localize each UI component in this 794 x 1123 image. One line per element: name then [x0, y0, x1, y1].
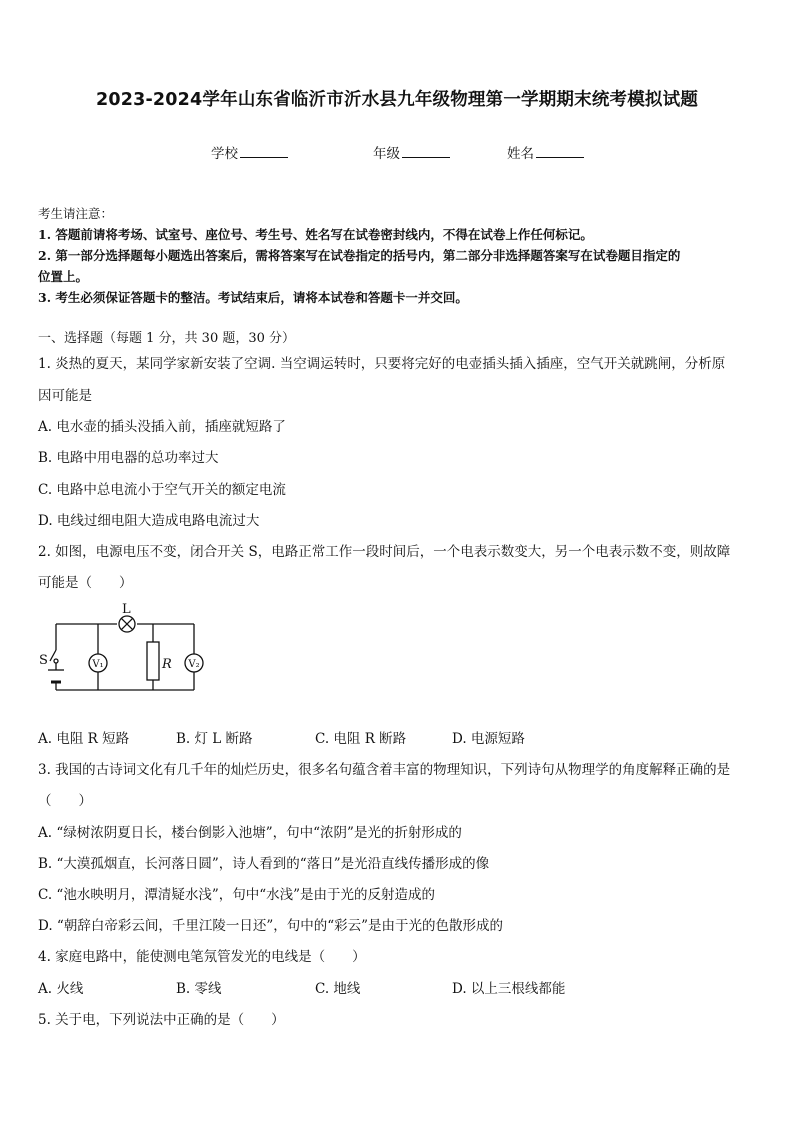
- school-blank[interactable]: [240, 143, 288, 158]
- exam-notes: [38, 203, 758, 308]
- q3-option-b: B. “大漠孤烟直，长河落日圆”，诗人看到的“落日”是光沿直线传播形成的像: [38, 856, 490, 872]
- name-field: [507, 142, 584, 162]
- exam-title: 2023-2024学年山东省临沂市沂水县九年级物理第一学期期末统考模拟试题: [95, 90, 699, 110]
- lamp-symbol: [119, 616, 135, 632]
- q1-option-b: B. 电路中用电器的总功率过大: [38, 450, 219, 466]
- section-heading: 一、选择题（每题 1 分，共 30 题，30 分）: [38, 331, 296, 346]
- notes-heading: 考生请注意：: [38, 206, 114, 221]
- switch-symbol: [50, 650, 58, 663]
- lamp-label: L: [122, 602, 131, 617]
- note-3: 3. 考生必须保证答题卡的整洁。考试结束后，请将本试卷和答题卡一并交回。: [38, 290, 468, 305]
- q5-stem: 5. 关于电，下列说法中正确的是（ ）: [38, 1012, 285, 1028]
- q4-option-d: D. 以上三根线都能: [452, 981, 566, 997]
- v2-label: V₂: [188, 659, 200, 670]
- q1-option-a: A. 电水壶的插头没插入前，插座就短路了: [38, 419, 286, 435]
- q2-option-a: A. 电阻 R 短路: [38, 731, 130, 747]
- q2-option-d: D. 电源短路: [452, 731, 525, 747]
- q3-stem-1: 3. 我国的古诗词文化有几千年的灿烂历史，很多名句蕴含着丰富的物理知识，下列诗句从物理学的角度解释正确的是: [38, 762, 731, 778]
- school-field: [211, 142, 288, 162]
- grade-blank[interactable]: [402, 143, 450, 158]
- resistor-symbol: [147, 642, 159, 680]
- grade-field: [373, 142, 450, 162]
- q3-option-a: A. “绿树浓阴夏日长，楼台倒影入池塘”，句中“浓阴”是光的折射形成的: [38, 825, 462, 841]
- note-2a: 2. 第一部分选择题每小题选出答案后，需将答案写在试卷指定的括号内，第二部分非选择题答案写在试卷题目指定的: [38, 248, 681, 263]
- q4-option-b: B. 零线: [176, 981, 222, 997]
- note-1: 1. 答题前请将考场、试室号、座位号、考生号、姓名写在试卷密封线内，不得在试卷上作任何标记。: [38, 227, 593, 242]
- note-2b: 位置上。: [38, 269, 89, 284]
- q3-option-d: D. “朝辞白帝彩云间，千里江陵一日还”，句中的“彩云”是由于光的色散形成的: [38, 918, 504, 934]
- resistor-label: R: [162, 657, 172, 672]
- q4-stem: 4. 家庭电路中，能使测电笔氖管发光的电线是（ ）: [38, 949, 366, 965]
- switch-label: S: [39, 653, 48, 668]
- q2-stem-1: 2. 如图，电源电压不变，闭合开关 S，电路正常工作一段时间后，一个电表示数变大，另一个电表示数不变，则故障: [38, 544, 731, 560]
- grade-label: 年级: [373, 146, 400, 162]
- school-label: 学校: [211, 146, 238, 162]
- v1-label: V₁: [92, 659, 104, 670]
- circuit-diagram: [36, 598, 216, 710]
- name-label: 姓名: [507, 146, 534, 162]
- q1-stem-1: 1. 炎热的夏天，某同学家新安装了空调. 当空调运转时，只要将完好的电壶插头插入插座，空气开关就跳闸，分析原: [38, 356, 726, 372]
- battery-symbol: [48, 670, 64, 682]
- q4-option-c: C. 地线: [315, 981, 361, 997]
- q2-stem-2: 可能是（ ）: [38, 575, 133, 591]
- q3-option-c: C. “池水映明月，潭清疑水浅”，句中“水浅”是由于光的反射造成的: [38, 887, 436, 903]
- q3-stem-2: （ ）: [38, 793, 92, 809]
- q2-option-b: B. 灯 L 断路: [176, 731, 253, 747]
- q1-option-c: C. 电路中总电流小于空气开关的额定电流: [38, 482, 286, 498]
- q1-option-d: D. 电线过细电阻大造成电路电流过大: [38, 513, 260, 529]
- q4-option-a: A. 火线: [38, 981, 84, 997]
- q1-stem-2: 因可能是: [38, 388, 92, 404]
- q2-option-c: C. 电阻 R 断路: [315, 731, 407, 747]
- name-blank[interactable]: [536, 143, 584, 158]
